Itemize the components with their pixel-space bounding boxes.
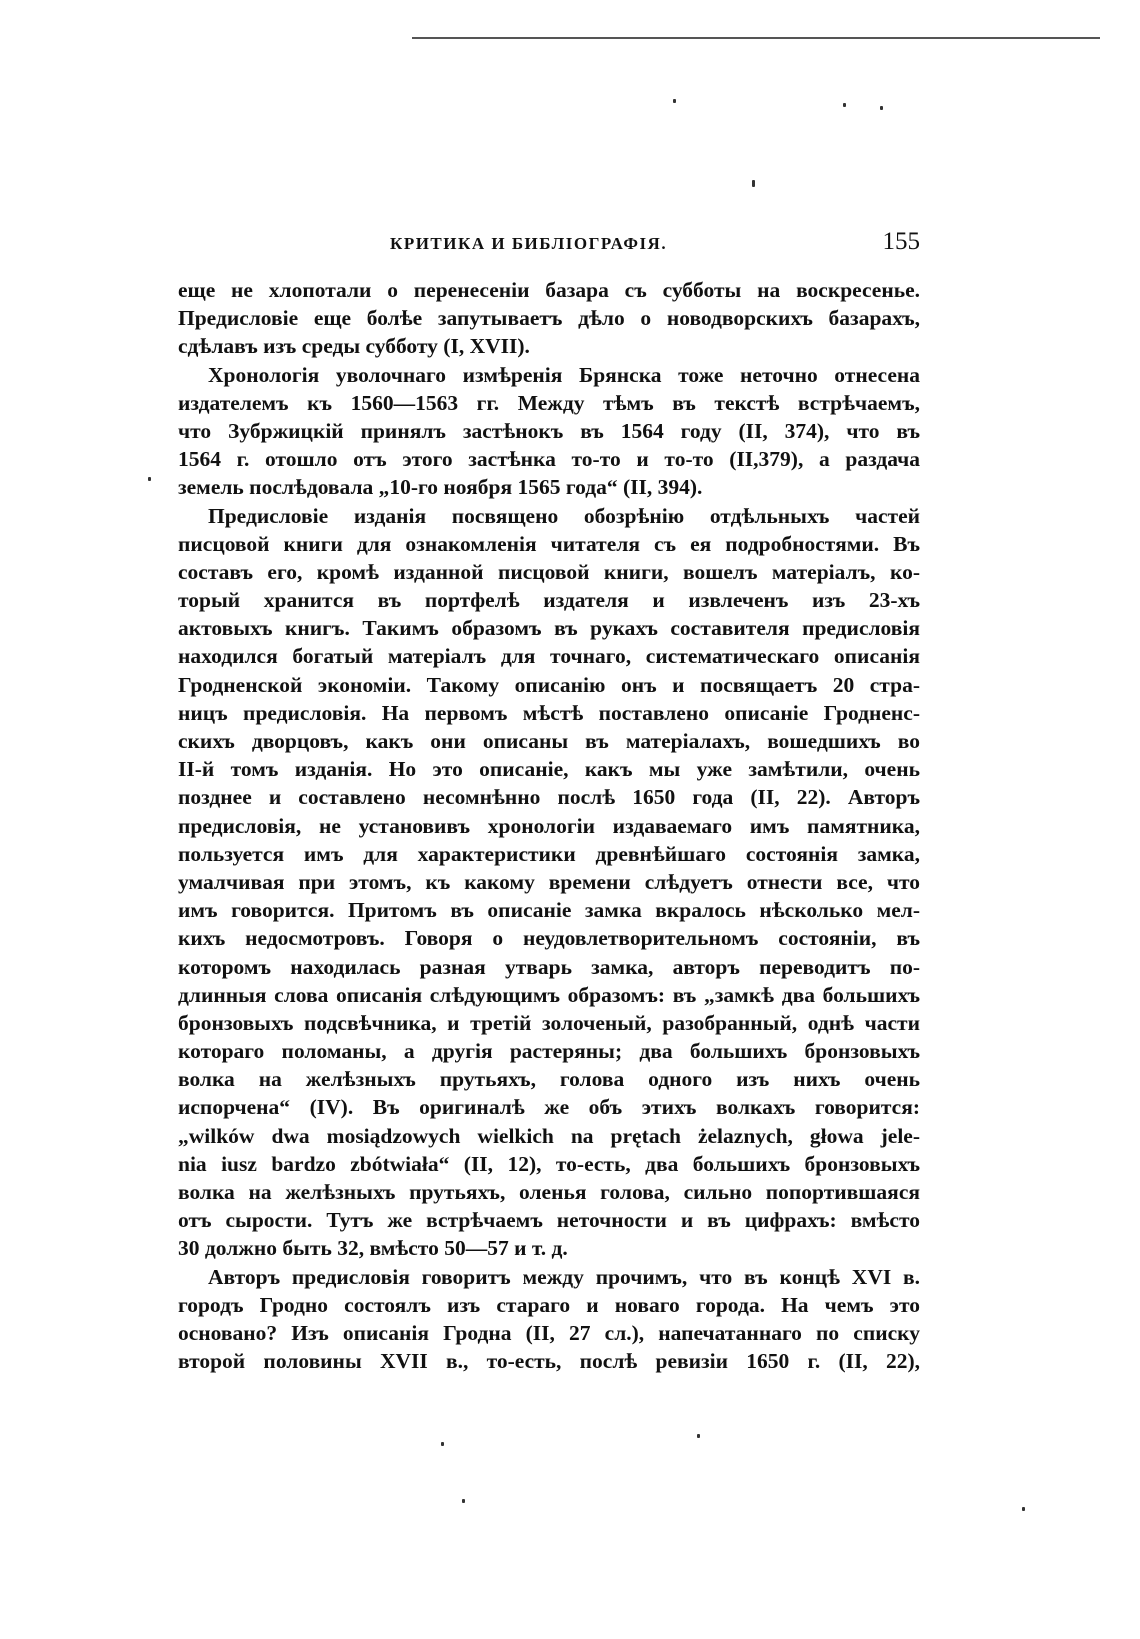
body-text — [178, 276, 920, 1375]
text-line: ницъ предисловія. На первомъ мѣстѣ поставлено описаніе Гродненс- — [178, 700, 920, 725]
text-line: Предисловіе изданія посвящено обозрѣнію отдѣльныхъ частей — [208, 503, 920, 528]
text-line: Гродненской экономіи. Такому описанію онъ и посвящаетъ 20 стра- — [178, 672, 920, 697]
text-line: II-й томъ изданія. Но это описаніе, какъ мы уже замѣтили, очень — [178, 757, 920, 782]
scan-speck — [843, 103, 846, 107]
text-line: торый хранится въ портфелѣ издателя и извлеченъ изъ 23-хъ — [178, 588, 920, 613]
page-header — [178, 228, 920, 262]
text-line: что Зубржицкій принялъ застѣнокъ въ 1564 году (II, 374), что въ — [178, 418, 920, 443]
scan-speck — [880, 106, 883, 110]
scan-speck — [1022, 1507, 1025, 1511]
scan-speck — [752, 180, 755, 187]
text-line: 30 должно быть 32, вмѣсто 50—57 и т. д. — [178, 1236, 568, 1261]
top-rule — [412, 37, 1100, 39]
text-line: городъ Гродно состоялъ изъ стараго и новаго города. На чемъ это — [178, 1292, 920, 1317]
scan-speck — [697, 1434, 700, 1438]
text-line: составъ его, кромѣ изданной писцовой книги, вошелъ матеріалъ, ко- — [178, 559, 920, 584]
text-line: позднее и составлено несомнѣнно послѣ 1650 года (II, 22). Авторъ — [178, 785, 920, 810]
scan-speck — [673, 99, 676, 103]
text-line: волка на желѣзныхъ прутьяхъ, оленья голова, сильно попортившаяся — [178, 1180, 920, 1204]
scan-speck — [462, 1499, 465, 1503]
scan-speck — [441, 1442, 444, 1446]
text-line: пользуется имъ для характеристики древнѣйшаго состоянія замка, — [178, 841, 920, 866]
text-line: длинныя слова описанія слѣдующимъ образомъ: въ „замкѣ два большихъ — [178, 982, 920, 1007]
text-line: земель послѣдовала „10-го ноября 1565 года“ (II, 394). — [178, 475, 703, 500]
scan-speck — [148, 477, 151, 481]
text-line: скихъ дворцовъ, какъ они описаны въ матеріалахъ, вошедшихъ во — [178, 729, 920, 753]
text-line: кихъ недосмотровъ. Говоря о неудовлетворительномъ состояніи, въ — [178, 926, 920, 951]
text-line: бронзовыхъ подсвѣчника, и третій золоченый, разобранный, однѣ части — [178, 1010, 920, 1035]
text-line: имъ говорится. Притомъ въ описаніе замка вкралось нѣсколько мел- — [178, 898, 920, 923]
text-line: еще не хлопотали о перенесеніи базара съ субботы на воскресенье. — [178, 278, 920, 302]
text-line: „wilków dwa mosiądzowych wielkich na prętach żelaznych, głowa jele- — [178, 1123, 920, 1148]
text-line: сдѣлавъ изъ среды субботу (I, XVII). — [178, 334, 530, 359]
page-number: 155 — [882, 228, 920, 255]
text-line: Предисловіе еще болѣе запутываетъ дѣло о новодворскихъ базарахъ, — [178, 306, 920, 331]
text-line: издателемъ къ 1560—1563 гг. Между тѣмъ въ текстѣ встрѣчаемъ, — [178, 390, 920, 415]
text-line: предисловія, не установивъ хронологіи издаваемаго имъ памятника, — [178, 813, 920, 838]
text-line: испорчена“ (IV). Въ оригиналѣ же объ этихъ волкахъ говорится: — [178, 1095, 920, 1120]
text-line: 1564 г. отошло отъ этого застѣнка то-то и то-то (II,379), а раздача — [178, 447, 920, 472]
text-line: волка на желѣзныхъ прутьяхъ, голова одного изъ нихъ очень — [178, 1067, 920, 1092]
text-line: писцовой книги для ознакомленія читателя съ ея подробностями. Въ — [178, 531, 920, 556]
text-line: актовыхъ книгъ. Такимъ образомъ въ рукахъ составителя предисловія — [178, 616, 920, 641]
text-line: Авторъ предисловія говоритъ между прочимъ, что въ концѣ XVI в. — [208, 1264, 920, 1289]
running-title: КРИТИКА И БИБЛІОГРАФІЯ. — [390, 234, 668, 253]
text-line: Хронологія уволочнаго измѣренія Брянска тоже неточно отнесена — [208, 362, 920, 387]
text-line: умалчивая при этомъ, къ какому времени слѣдуетъ отнести все, что — [178, 869, 920, 894]
text-line: которомъ находилась разная утварь замка, авторъ переводитъ по- — [178, 954, 920, 979]
text-line: котораго поломаны, а другія растеряны; два большихъ бронзовыхъ — [178, 1039, 920, 1064]
text-line: основано? Изъ описанія Гродна (II, 27 сл.), напечатаннаго по списку — [178, 1320, 920, 1345]
text-line: находился богатый матеріалъ для точнаго, систематическаго описанія — [178, 644, 920, 669]
text-line: nia iusz bardzo zbótwiała“ (II, 12), то-есть, два большихъ бронзовыхъ — [178, 1151, 920, 1176]
text-line: отъ сырости. Тутъ же встрѣчаемъ неточности и въ цифрахъ: вмѣсто — [178, 1208, 920, 1233]
text-line: второй половины XVII в., то-есть, послѣ ревизіи 1650 г. (II, 22), — [178, 1349, 920, 1374]
